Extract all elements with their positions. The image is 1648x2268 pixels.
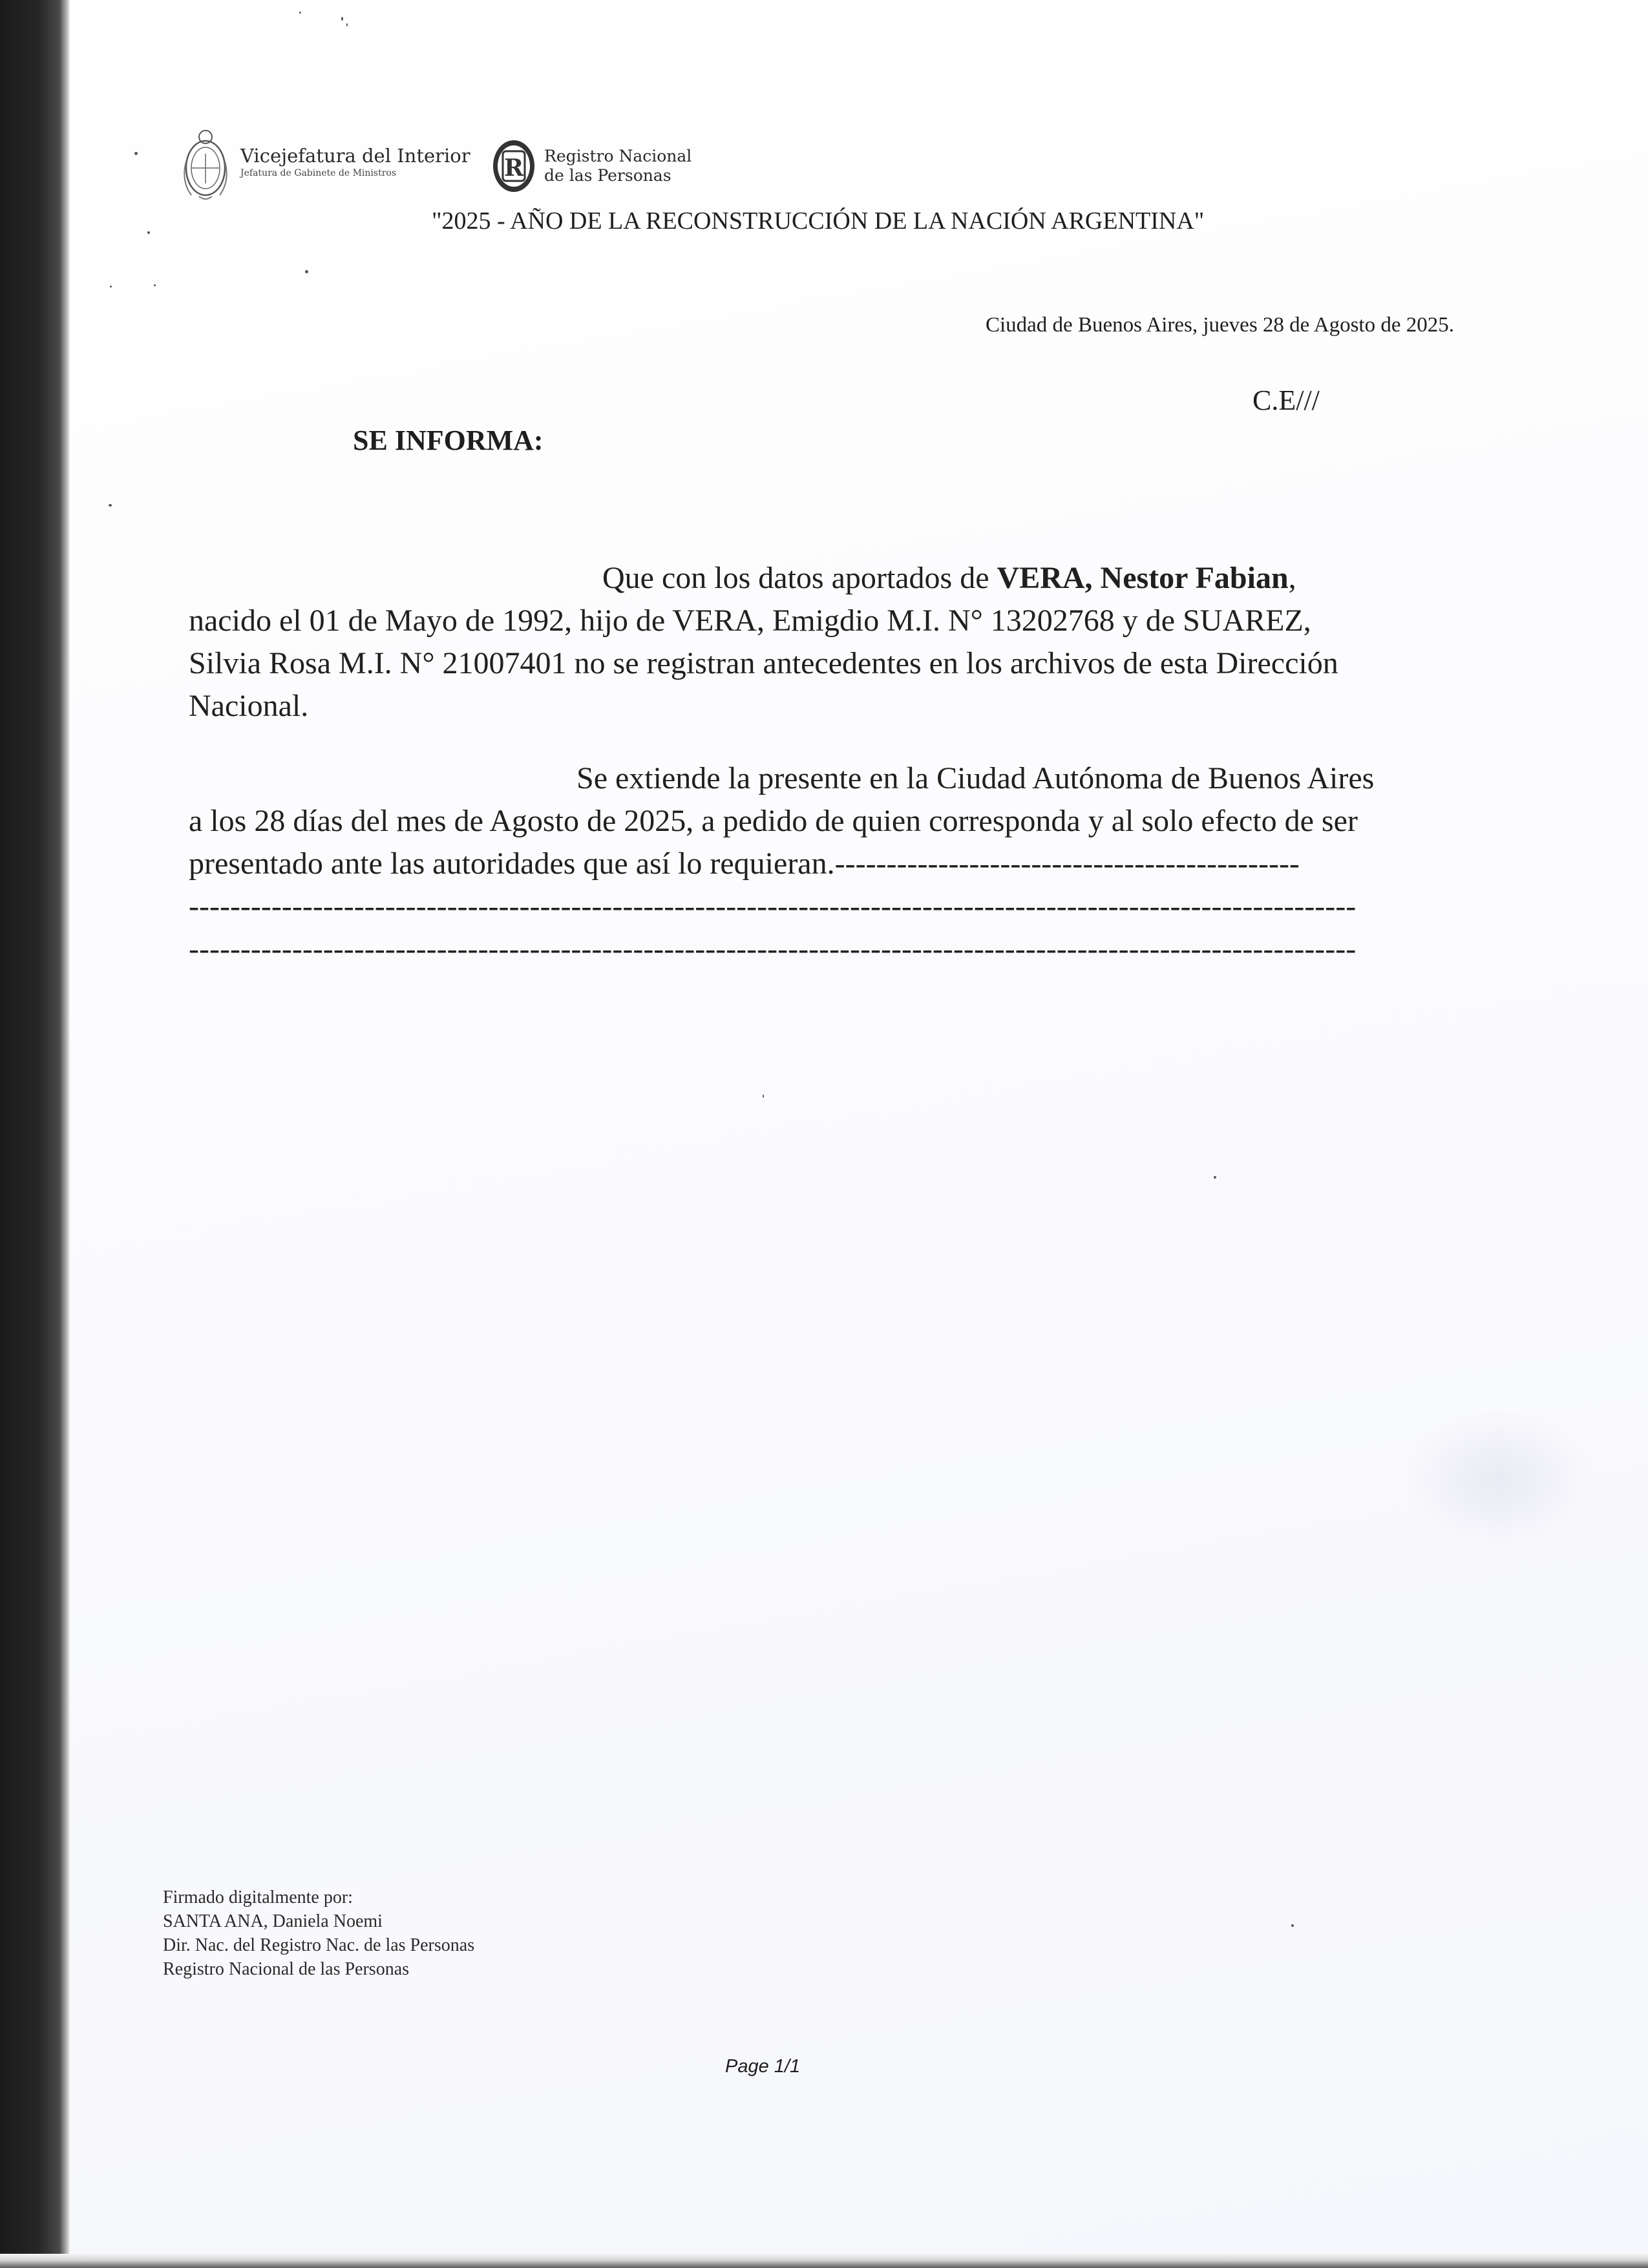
paragraph-issuance [189, 757, 1404, 971]
scan-speck [110, 286, 112, 288]
paragraph-text: , [1288, 561, 1296, 595]
date-line: Ciudad de Buenos Aires, jueves 28 de Agosto de 2025. [985, 313, 1454, 337]
scan-speck [1291, 1924, 1294, 1927]
scan-speck [154, 284, 156, 286]
paragraph-line: Silvia Rosa M.I. N° 21007401 no se registran antecedentes en los archivos de esta Dirección [189, 646, 1338, 680]
year-motto: "2025 - AÑO DE LA RECONSTRUCCIÓN DE LA NACIÓN ARGENTINA" [432, 207, 1205, 235]
paper-smudge [1401, 1409, 1595, 1551]
heading-se-informa: SE INFORMA: [353, 425, 544, 456]
vicejefatura-title: Vicejefatura del Interior [240, 145, 470, 167]
vicejefatura-subtitle: Jefatura de Gabinete de Ministros [240, 168, 397, 178]
paragraph-line [189, 557, 1404, 600]
svg-text:R: R [504, 154, 523, 182]
scanner-edge-bottom [0, 2254, 1648, 2268]
coat-of-arms-icon [180, 123, 231, 205]
signer-organization: Registro Nacional de las Personas [163, 1959, 410, 1979]
dash-fill-line: ----------------------------------------------------------------------------------------------------------------- [189, 932, 1357, 966]
dash-fill-line: ----------------------------------------------------------------------------------------------------------------- [189, 889, 1357, 923]
paragraph-text: Se extiende la presente en la Ciudad Autónoma de Buenos Aires [576, 761, 1375, 795]
paragraph-text: Que con los datos aportados de [602, 561, 997, 595]
digital-signature-block [163, 1885, 474, 1981]
renaper-r-icon [491, 138, 536, 194]
paragraph-line: nacido el 01 de Mayo de 1992, hijo de VERA, Emigdio M.I. N° 13202768 y de SUAREZ, [189, 604, 1311, 638]
scan-speck [305, 270, 308, 273]
scan-speck [341, 17, 343, 21]
scan-speck [109, 504, 112, 507]
scan-speck [134, 152, 138, 155]
vicejefatura-logo [180, 123, 470, 205]
renaper-line2: de las Personas [544, 166, 671, 185]
scanner-edge-left [0, 0, 70, 2268]
paragraph-line: Nacional. [189, 689, 309, 723]
page-number: Page 1/1 [725, 2056, 801, 2077]
paragraph-report [189, 557, 1404, 728]
scan-speck [346, 23, 348, 26]
signer-name: SANTA ANA, Daniela Noemi [163, 1911, 383, 1931]
reference-code: C.E/// [1252, 384, 1320, 416]
scan-speck [763, 1095, 764, 1098]
paragraph-line: a los 28 días del mes de Agosto de 2025, a pedido de quien corresponda y al solo efecto de ser [189, 804, 1358, 838]
scan-speck [299, 12, 301, 14]
subject-name: VERA, Nestor Fabian [997, 561, 1289, 595]
paragraph-line [189, 757, 1404, 800]
renaper-line1: Registro Nacional [544, 147, 692, 165]
signature-label: Firmado digitalmente por: [163, 1887, 353, 1907]
paragraph-line: presentado ante las autoridades que así lo requieran.--------------------------------------------- [189, 846, 1300, 881]
scan-speck [147, 231, 150, 234]
scan-speck [1214, 1176, 1216, 1179]
renaper-logo [491, 138, 692, 194]
signer-title: Dir. Nac. del Registro Nac. de las Personas [163, 1935, 475, 1955]
